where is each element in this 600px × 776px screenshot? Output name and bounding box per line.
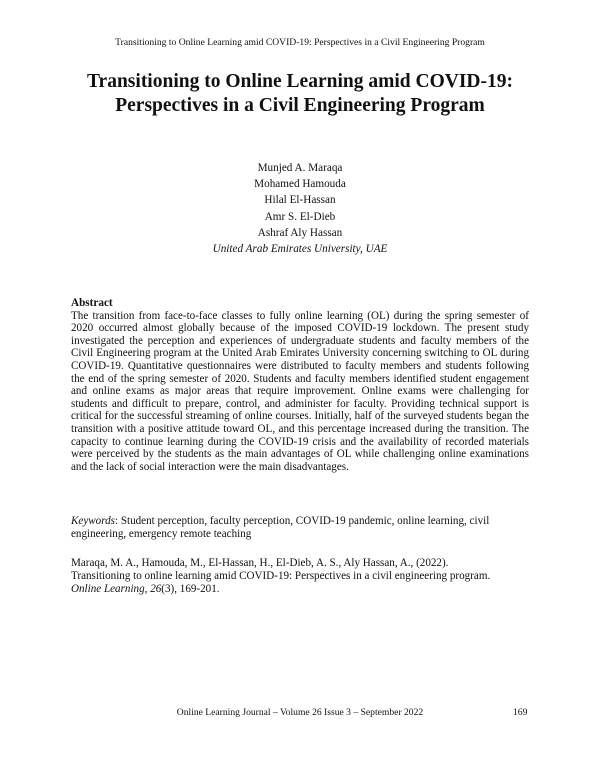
keywords-text: : Student perception, faculty perception, COVID-19 pandemic, online learning, civil engineering, emergency remote teaching [71,515,490,540]
author-name: Hilal El-Hassan [264,194,336,207]
affiliation: United Arab Emirates University, UAE [212,243,388,256]
author-name: Ashraf Aly Hassan [257,226,343,239]
citation-line-1: Maraqa, M. A., Hamouda, M., El-Hassan, H., El-Dieb, A. S., Aly Hassan, A., (2022). [71,557,449,569]
page-number: 169 [513,707,528,718]
citation-block [71,557,541,596]
keywords-label: Keywords [71,515,115,527]
author-name: Amr S. El-Dieb [264,210,336,223]
abstract-body: The transition from face-to-face classes to fully online learning (OL) during the spring semester of 2020 occurred almost globally because of the imposed COVID-19 lockdown. The present study investigated the perception and experiences of undergraduate students and faculty members of the Civil Engineering program at the United Arab Emirates University concerning switching to OL during COVID-19. Quantitative questionnaires were distributed to faculty members and students following the end of the spring semester of 2020. Students and faculty members identified student engagement and online exams as major areas that require improvement. Online exams were challenging for students and difficult to prepare, control, and administer for faculty. Providing technical support is critical for the successful streaming of online courses. Initially, half of the surveyed students began the transition with a positive attitude toward OL, and this percentage increased during the transition. The capacity to continue learning during the COVID-19 crisis and the availability of recorded materials were perceived by the students as the main advantages of OL while challenging online examinations and the lack of social interaction were the main disadvantages. [71,309,529,473]
citation-issue-pages: (3), 169-201. [161,583,220,595]
citation-line-2: Transitioning to online learning amid COVID-19: Perspectives in a civil engineering program. [71,570,491,582]
paper-title [40,70,560,118]
footer-journal-info: Online Learning Journal – Volume 26 Issue 3 – September 2022 [176,707,424,718]
abstract-section [71,297,529,473]
running-header: Transitioning to Online Learning amid COVID-19: Perspectives in a Civil Engineering Program [115,37,485,48]
title-line-2: Perspectives in a Civil Engineering Program [115,95,485,116]
author-block [0,160,600,257]
citation-line-3 [71,583,541,596]
title-line-1: Transitioning to Online Learning amid COVID-19: [87,71,513,92]
author-name: Munjed A. Maraqa [257,162,343,174]
keywords-section [71,515,529,541]
abstract-heading: Abstract [71,297,113,309]
citation-journal: Online Learning, 26 [71,583,162,595]
author-name: Mohamed Hamouda [254,178,346,191]
